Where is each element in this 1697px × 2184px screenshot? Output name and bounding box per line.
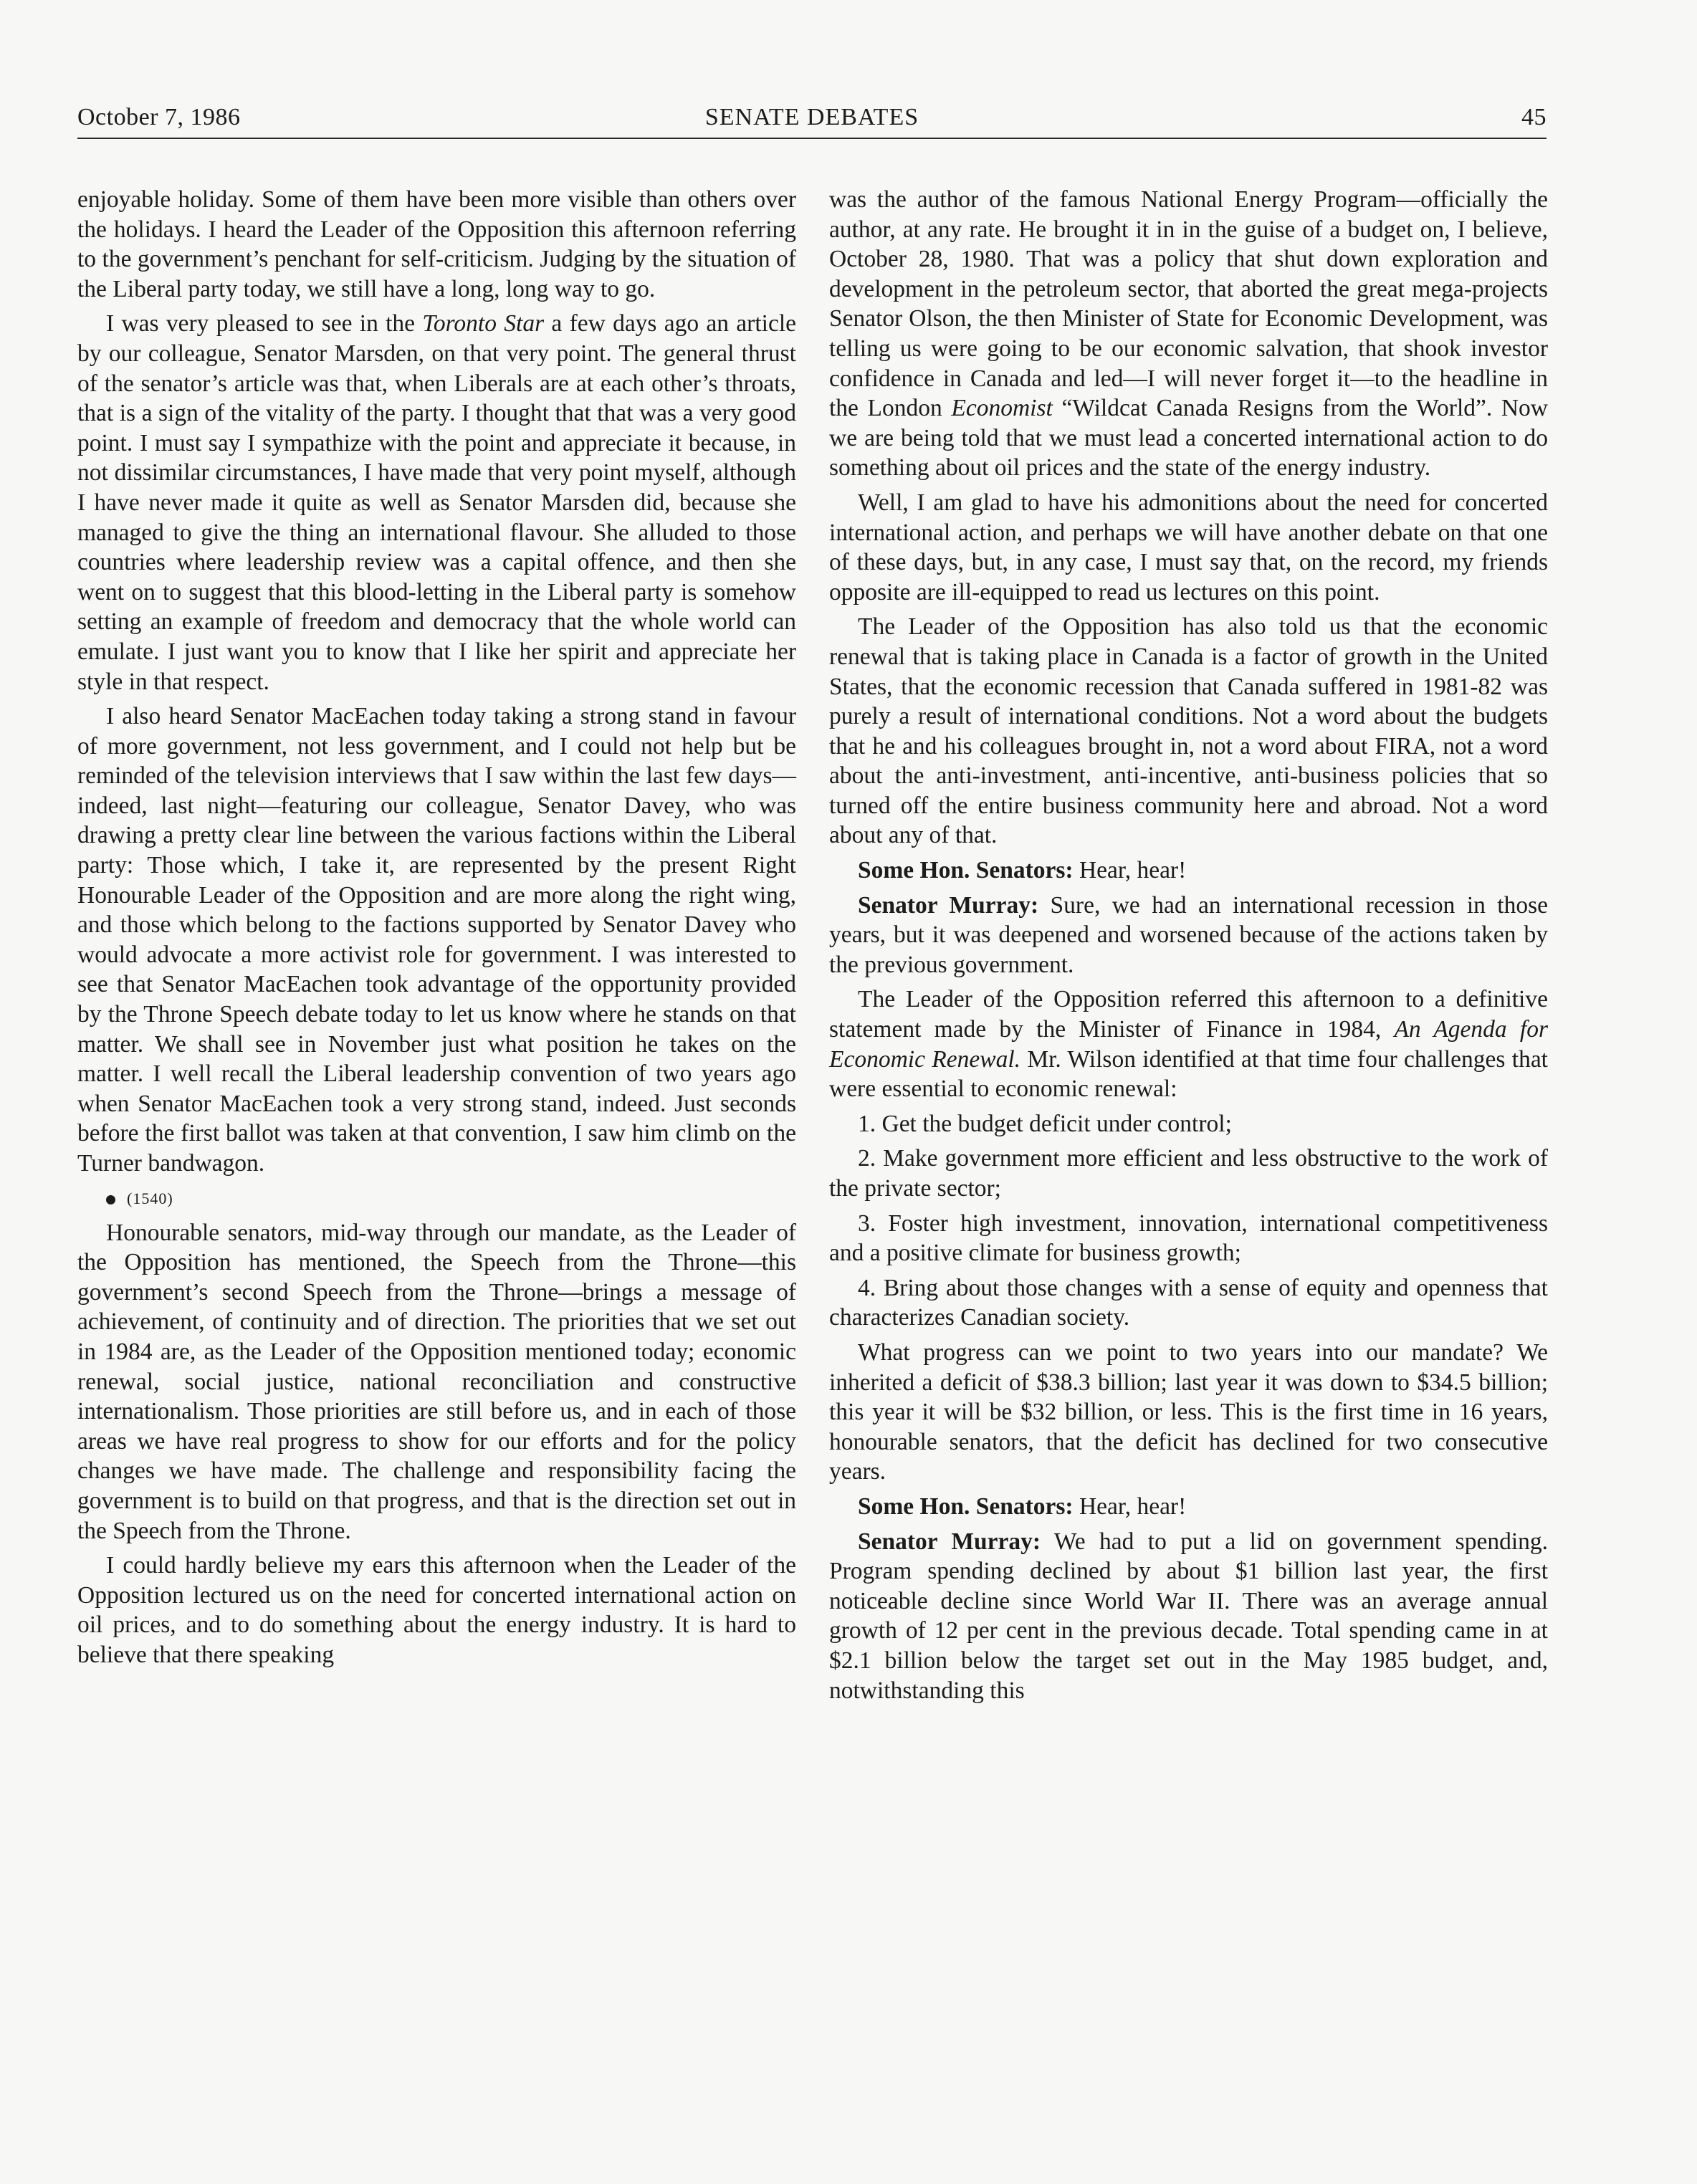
page-number: 45 [1521, 104, 1547, 130]
paragraph-text: “Wildcat Canada Resigns from the World”. Now we are being told that we must lead a concerted international action to do something about oil prices and the state of the energy industry. [829, 395, 1548, 482]
paragraph-text: was the author of the famous National Energy Program—officially the author, at any rate. He brought it in in the guise of a budget on, I believe, October 28, 1980. That was a policy that shut down exploration and development in the petroleum sector, that aborted the great mega-projects Senator Olson, the then Minister of State for Economic Development, was telling us were going to be our economic salvation, that shook investor confidence in Canada and led—I will never forget it—to the headline in the London [829, 186, 1548, 422]
speech-text: We had to put a lid on government spending. Program spending declined by about $1 billion last year, the first noticeable decline since World War II. There was an average annual growth of 12 per cent in the previous decade. Total spending came in at $2.1 billion below the target set out in the May 1985 budget, and, notwithstanding this [829, 1528, 1548, 1704]
paragraph-text: Mr. Wilson identified at that time four challenges that were essential to economic renewal: [829, 1045, 1548, 1103]
speech-text: Hear, hear! [1073, 857, 1187, 884]
speech-text: Hear, hear! [1073, 1493, 1187, 1520]
paragraph: The Leader of the Opposition has also told us that the economic renewal that is taking place in Canada is a factor of growth in the United States, that the economic recession that Canada suffered in 1981-82 was purely a result of international conditions. Not a word about the budgets that he and his colleagues brought in, not a word about FIRA, not a word about the anti-investment, anti-incentive, anti-business policies that so turned off the entire business community here and abroad. Not a word about any of that. [829, 613, 1548, 849]
left-column [77, 185, 796, 1675]
paragraph [77, 309, 796, 696]
list-item: 2. Make government more efficient and less obstructive to the work of the private sector; [829, 1145, 1548, 1202]
speaker-name: Senator Murray: [858, 891, 1039, 919]
paragraph-text: a few days ago an article by our colleague, Senator Marsden, on that very point. The general thrust of the senator’s article was that, when Liberals are at each other’s throats, that is a sign of the vitality of the party. I thought that that was a very good point. I must say I sympathize with the point and appreciate it because, in not dissimilar circumstances, I have made that very point myself, although I have never made it quite as well as Senator Marsden did, because she managed to give the thing an international flavour. She alluded to those countries where leadership review was a capital offence, and then she went on to suggest that this blood-letting in the Liberal party is somehow setting an example of freedom and democracy that the whole world can emulate. I just want you to know that I like her spirit and appreciate her style in that respect. [77, 310, 796, 695]
paragraph [829, 185, 1548, 483]
header-title: SENATE DEBATES [704, 104, 919, 130]
right-column [829, 185, 1548, 1710]
paragraph-text: I was very pleased to see in the [106, 310, 423, 337]
speaker-name: Some Hon. Senators: [858, 1493, 1074, 1520]
speaker-name: Senator Murray: [858, 1528, 1041, 1555]
publication-title: An Agenda for Economic Renewal. [829, 1016, 1548, 1073]
speaker-name: Some Hon. Senators: [858, 857, 1074, 884]
publication-title: Toronto Star [422, 310, 545, 337]
list-item: 1. Get the budget deficit under control; [858, 1110, 1232, 1137]
page-header [77, 100, 1547, 139]
time-marker [77, 1184, 796, 1213]
paragraph: I could hardly believe my ears this afternoon when the Leader of the Opposition lectured us on the need for concerted international action on oil prices, and to do something about the energy industry. It is hard to believe that there speaking [77, 1552, 796, 1668]
paragraph: What progress can we point to two years into our mandate? We inherited a deficit of $38.3 billion; last year it was down to $34.5 billion; this year it will be $32 billion, or less. This is the first time in 16 years, honourable senators, that the deficit has declined for two consecutive years. [829, 1338, 1548, 1485]
time-marker-text: (1540) [127, 1189, 173, 1207]
publication-title: Economist [951, 395, 1053, 422]
interjection [829, 1492, 1548, 1522]
interjection [829, 856, 1548, 886]
paragraph: Honourable senators, mid-way through our mandate, as the Leader of the Opposition has mentioned, the Speech from the Throne—this government’s second Speech from the Throne—brings a message of achievement, of continuity and of direction. The priorities that we set out in 1984 are, as the Leader of the Opposition mentioned today; economic renewal, social justice, national reconciliation and constructive internationalism. Those priorities are still before us, and in each of those areas we have real progress to show for our efforts and for the policy changes we have made. The challenge and responsibility facing the government is to build on that progress, and that is the direction set out in the Speech from the Throne. [77, 1219, 796, 1544]
paragraph-text: The Leader of the Opposition referred this afternoon to a definitive statement made by the Minister of Finance in 1984, [829, 986, 1548, 1043]
list-item: 3. Foster high investment, innovation, international competitiveness and a positive climate for business growth; [829, 1210, 1548, 1267]
paragraph: enjoyable holiday. Some of them have been more visible than others over the holidays. I heard the Leader of the Opposition this afternoon referring to the government’s penchant for self-criticism. Judging by the situation of the Liberal party today, we still have a long, long way to go. [77, 186, 796, 302]
header-date: October 7, 1986 [77, 104, 241, 130]
speech-text: Sure, we had an international recession in those years, but it was deepened and worsened because of the actions taken by the previous government. [829, 891, 1549, 978]
list-item: 4. Bring about those changes with a sense of equity and openness that characterizes Canadian society. [829, 1274, 1548, 1331]
speech [829, 1527, 1548, 1706]
paragraph [829, 985, 1548, 1103]
paragraph: I also heard Senator MacEachen today taking a strong stand in favour of more government, not less government, and I could not help but be reminded of the television interviews that I saw within the last few days—indeed, last night—featuring our colleague, Senator Davey, who was drawing a pretty clear line between the various factions within the Liberal party: Those which, I take it, are represented by the present Right Honourable Leader of the Opposition and are more along the right wing, and those which belong to the factions supported by Senator Davey who would advocate a more activist role for government. I was interested to see that Senator MacEachen took advantage of the opportunity provided by the Throne Speech debate today to let us know where he stands on that matter. We shall see in November just what position he takes on the matter. I well recall the Liberal leadership convention of two years ago when Senator MacEachen took a very strong stand, indeed. Just seconds before the first ballot was taken at that convention, I saw him climb on the Turner bandwagon. [77, 703, 796, 1177]
paragraph: Well, I am glad to have his admonitions about the need for concerted international action, and perhaps we will have another debate on that one of these days, but, in any case, I must say that, on the record, my friends opposite are ill-equipped to read us lectures on this point. [829, 489, 1548, 605]
speech [829, 891, 1548, 980]
bullet-icon [106, 1195, 115, 1204]
